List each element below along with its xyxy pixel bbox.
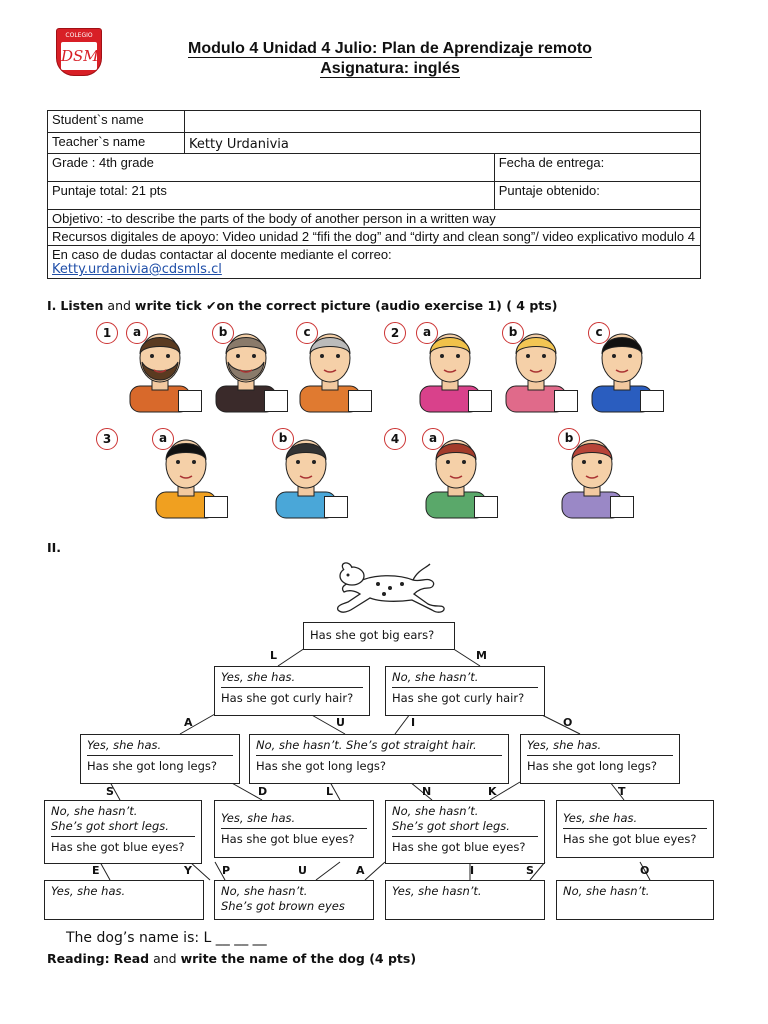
word-read: Read: [113, 951, 150, 966]
edge-label-l: L: [270, 649, 278, 662]
answer-line1: No, she hasn’t.: [51, 804, 138, 818]
node-answer: Yes, she has.: [87, 735, 233, 756]
objetivo-cell: Objetivo: -to describe the parts of the body of another person in a written way: [48, 210, 701, 228]
tree-node-d: [214, 800, 374, 858]
fecha-entrega-cell[interactable]: Fecha de entrega:: [494, 154, 700, 182]
word-write: write: [134, 298, 172, 313]
puntaje-obtenido-cell[interactable]: Puntaje obtenido:: [494, 182, 700, 210]
tree-leaf-2: [214, 880, 374, 920]
option-letter-1c: c: [296, 322, 318, 344]
tree-leaf-4: [556, 880, 714, 920]
contacto-text: En caso de dudas contactar al docente mediante el correo:: [52, 247, 392, 262]
tree-node-no-big-ears: [385, 666, 545, 716]
logo-caption: COLEGIO: [65, 32, 93, 39]
edge-label-l2: L: [326, 785, 334, 798]
dog-name-answer-line[interactable]: The dog’s name is: L __ __ __: [66, 930, 267, 946]
tree-node-u: [249, 734, 509, 784]
question-number-3: 3: [96, 428, 118, 450]
tree-leaf-1: [44, 880, 204, 920]
reading-rest: the name of the dog (4 pts): [217, 951, 417, 966]
option-letter-4b: b: [558, 428, 580, 450]
leaf-text: No, she hasn’t.: [563, 884, 650, 898]
section2-numeral: II.: [47, 540, 62, 555]
teacher-name-value: Ketty Urdanivia: [185, 133, 701, 154]
answer-line1: No, she hasn’t.: [392, 804, 479, 818]
leaf-text: Yes, she hasn’t.: [392, 884, 482, 898]
reading-label: Reading:: [47, 951, 110, 966]
tree-root-question: [303, 622, 455, 650]
node-answer: Yes, she has.: [221, 667, 363, 688]
node-answer: Yes, she has.: [221, 801, 367, 829]
section1-rest: tick ✔on the correct picture (audio exercise 1) ( 4 pts): [171, 298, 558, 313]
node-question: Has she got blue eyes?: [392, 840, 526, 854]
word-and: and: [103, 298, 135, 313]
word-and-2: and: [149, 951, 181, 966]
node-answer: [392, 801, 538, 837]
node-answer: No, she hasn’t.: [392, 667, 538, 688]
node-question: Has she got blue eyes?: [563, 832, 697, 846]
edge-label-s: S: [106, 785, 114, 798]
question-number-4: 4: [384, 428, 406, 450]
edge-label-u: U: [336, 716, 345, 729]
node-answer: Yes, she has.: [563, 801, 707, 829]
puntaje-total-cell: Puntaje total: 21 pts: [48, 182, 495, 210]
option-letter-2b: b: [502, 322, 524, 344]
leaf-text: Yes, she has.: [51, 884, 126, 898]
edge-label-s2: S: [526, 864, 534, 877]
option-letter-2a: a: [416, 322, 438, 344]
node-question: Has she got blue eyes?: [51, 840, 185, 854]
teacher-name-label: Teacher`s name: [48, 133, 185, 154]
option-letter-1a: a: [126, 322, 148, 344]
edge-label-y: Y: [184, 864, 192, 877]
node-question: Has she got long legs?: [256, 759, 386, 773]
recursos-cell: Recursos digitales de apoyo: Video unidad 2 “fifi the dog” and “dirty and clean song”/ video explicativo modulo 4: [48, 228, 701, 246]
edge-label-a: A: [184, 716, 193, 729]
edge-label-a2: A: [356, 864, 365, 877]
option-letter-4a: a: [422, 428, 444, 450]
node-question: Has she got blue eyes?: [221, 832, 355, 846]
leaf-line2: She’s got brown eyes: [221, 899, 345, 913]
edge-label-d: D: [258, 785, 268, 798]
node-answer: No, she hasn’t. She’s got straight hair.: [256, 735, 502, 756]
title-line2: Asignatura: inglés: [320, 60, 460, 77]
option-letter-2c: c: [588, 322, 610, 344]
node-question: Has she got long legs?: [527, 759, 657, 773]
tree-node-n: [385, 800, 545, 864]
tree-node-t: [556, 800, 714, 858]
node-question: Has she got curly hair?: [392, 691, 525, 705]
node-question: Has she got long legs?: [87, 759, 217, 773]
edge-label-n: N: [422, 785, 432, 798]
node-answer: [51, 801, 195, 837]
root-question-text: Has she got big ears?: [310, 628, 435, 642]
logo-monogram: DSM: [61, 42, 97, 70]
answer-line2: She’s got short legs.: [392, 819, 510, 833]
edge-label-i: I: [411, 716, 416, 729]
title-line1: Modulo 4 Unidad 4 Julio: Plan de Aprendizaje remoto: [188, 40, 592, 57]
tree-node-yes-big-ears: [214, 666, 370, 716]
tree-node-a: [80, 734, 240, 784]
word-listen: Listen: [60, 298, 104, 313]
edge-label-o: O: [563, 716, 573, 729]
edge-label-k: K: [488, 785, 497, 798]
word-write-2: write: [180, 951, 218, 966]
tree-node-o: [520, 734, 680, 784]
option-letter-1b: b: [212, 322, 234, 344]
node-answer: Yes, she has.: [527, 735, 673, 756]
grade-cell: Grade : 4th grade: [48, 154, 495, 182]
student-name-label: Student`s name: [48, 111, 185, 133]
edge-label-i2: I: [470, 864, 475, 877]
edge-label-p: P: [222, 864, 231, 877]
question-number-2: 2: [384, 322, 406, 344]
teacher-email-link[interactable]: Ketty.urdanivia@cdsmls.cl: [52, 262, 222, 277]
edge-label-u2: U: [298, 864, 307, 877]
tree-node-s: [44, 800, 202, 864]
section1-numeral: I.: [47, 298, 57, 313]
answer-line2: She’s got short legs.: [51, 819, 169, 833]
tree-leaf-3: [385, 880, 545, 920]
option-letter-3b: b: [272, 428, 294, 450]
leaf-text: [221, 881, 367, 916]
reading-instruction: [47, 951, 416, 966]
node-question: Has she got curly hair?: [221, 691, 354, 705]
edge-label-o2: O: [640, 864, 650, 877]
question-number-1: 1: [96, 322, 118, 344]
edge-label-t: T: [618, 785, 626, 798]
edge-label-m: M: [476, 649, 487, 662]
edge-label-e: E: [92, 864, 100, 877]
leaf-line1: No, she hasn’t.: [221, 884, 308, 898]
option-letter-3a: a: [152, 428, 174, 450]
